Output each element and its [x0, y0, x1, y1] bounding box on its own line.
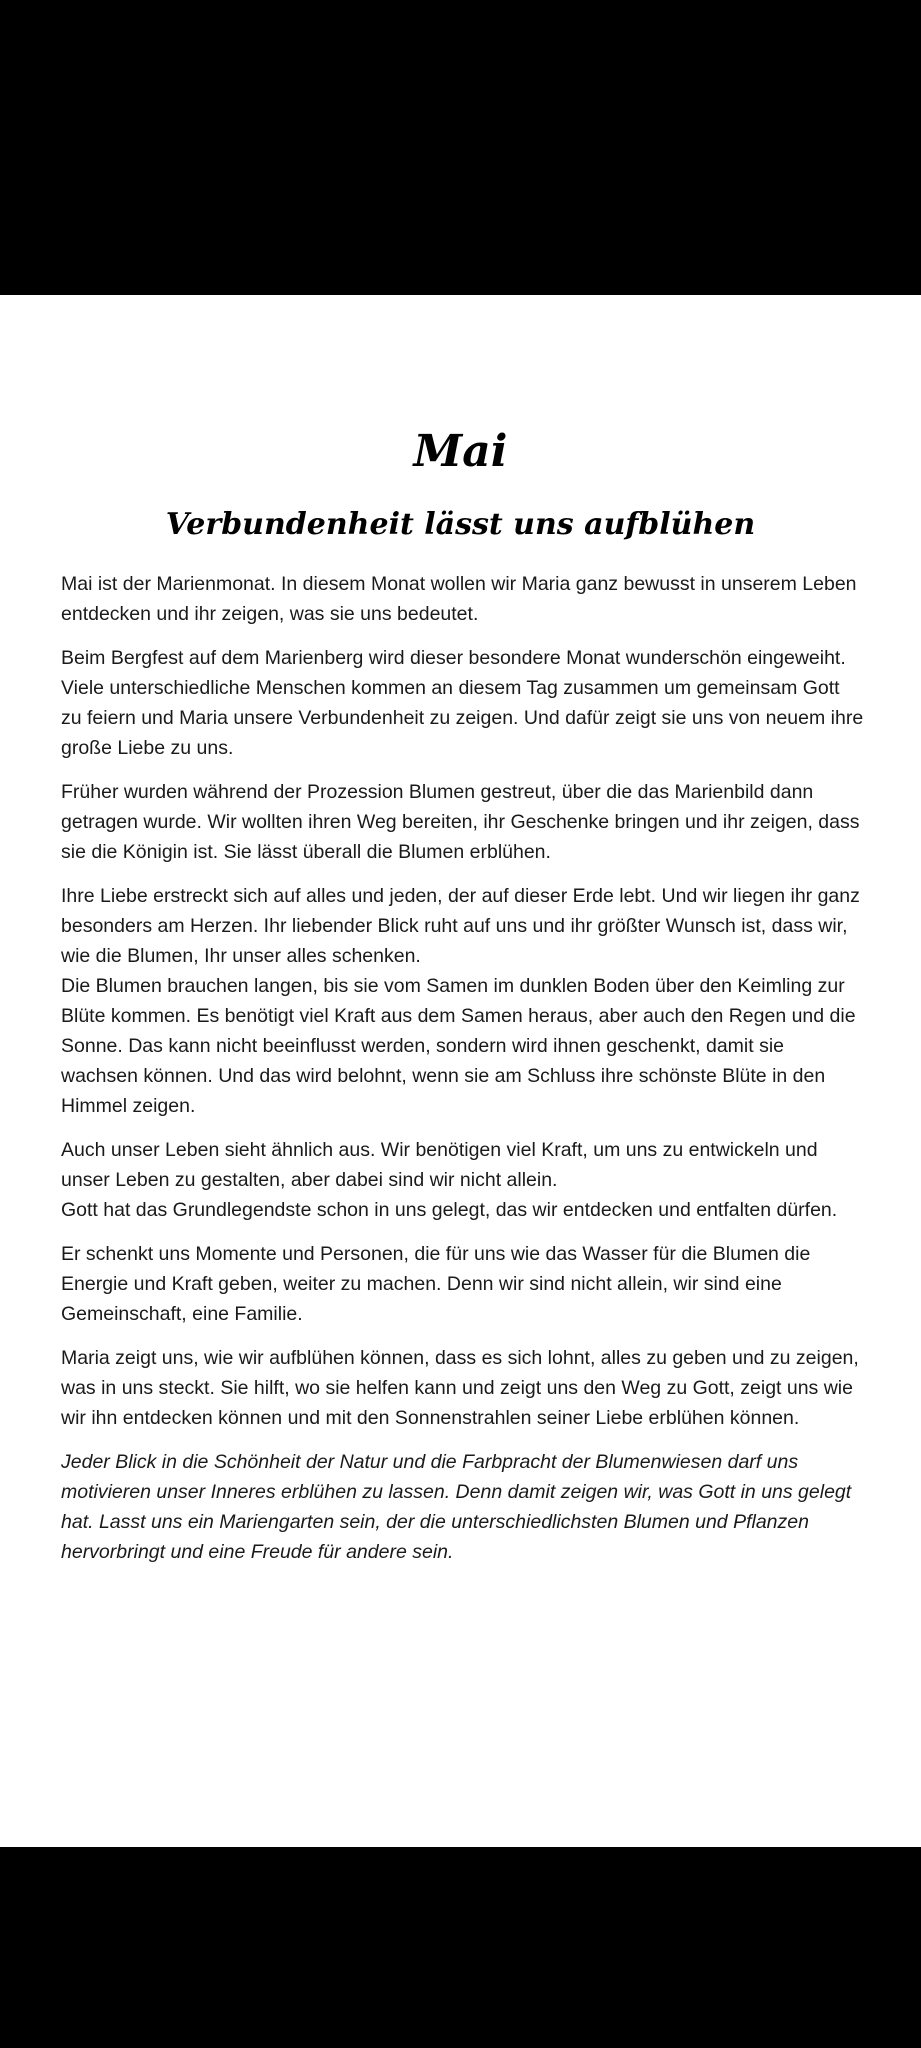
text-line: Gott hat das Grundlegendste schon in uns gelegt, das wir entdecken und entfalten dürfen.: [61, 1199, 838, 1221]
text-line: hervorbringt und eine Freude für andere sein.: [61, 1541, 454, 1563]
page-subtitle: Verbundenheit lässt uns aufblühen: [165, 507, 756, 542]
text-line: wie die Blumen, Ihr unser alles schenken.: [61, 945, 421, 967]
paragraph: [61, 1239, 891, 1329]
page-title: Mai: [413, 426, 508, 477]
text-line: Mai ist der Marienmonat. In diesem Monat wollen wir Maria ganz bewusst in unserem Leben: [61, 573, 857, 595]
text-line: große Liebe zu uns.: [61, 737, 234, 759]
text-line: motivieren unser Inneres erblühen zu lassen. Denn damit zeigen wir, was Gott in uns gelegt: [61, 1481, 852, 1503]
paragraph: [61, 1135, 891, 1225]
text-line: Blüte kommen. Es benötigt viel Kraft aus dem Samen heraus, aber auch den Regen und die: [61, 1005, 856, 1027]
text-line: Gemeinschaft, eine Familie.: [61, 1303, 303, 1325]
text-line: wachsen können. Und das wird belohnt, wenn sie am Schluss ihre schönste Blüte in den: [61, 1065, 826, 1087]
text-line: Energie und Kraft geben, weiter zu machen. Denn wir sind nicht allein, wir sind eine: [61, 1273, 782, 1295]
text-line: Himmel zeigen.: [61, 1095, 196, 1117]
text-line: sie die Königin ist. Sie lässt überall die Blumen erblühen.: [61, 841, 551, 863]
paragraph: [61, 881, 891, 1121]
text-line: Beim Bergfest auf dem Marienberg wird dieser besondere Monat wunderschön eingeweiht.: [61, 647, 846, 669]
text-line: Auch unser Leben sieht ähnlich aus. Wir benötigen viel Kraft, um uns zu entwickeln und: [61, 1139, 818, 1161]
text-line: wir ihn entdecken können und mit den Sonnenstrahlen seiner Liebe erblühen können.: [61, 1407, 800, 1429]
text-line: hat. Lasst uns ein Mariengarten sein, der die unterschiedlichsten Blumen und Pflanzen: [61, 1511, 809, 1533]
document-body: [61, 569, 891, 1581]
text-line: Ihre Liebe erstreckt sich auf alles und jeden, der auf dieser Erde lebt. Und wir liegen ihr ganz: [61, 885, 860, 907]
text-line: Die Blumen brauchen langen, bis sie vom Samen im dunklen Boden über den Keimling zur: [61, 975, 845, 997]
paragraph: [61, 643, 891, 763]
text-line: entdecken und ihr zeigen, was sie uns bedeutet.: [61, 603, 479, 625]
text-line: getragen wurde. Wir wollten ihren Weg bereiten, ihr Geschenke bringen und ihr zeigen, dass: [61, 811, 860, 833]
text-line: Sonne. Das kann nicht beeinflusst werden, sondern wird ihnen geschenkt, damit sie: [61, 1035, 785, 1057]
paragraph: [61, 777, 891, 867]
text-line: Er schenkt uns Momente und Personen, die für uns wie das Wasser für die Blumen die: [61, 1243, 811, 1265]
text-line: Maria zeigt uns, wie wir aufblühen können, dass es sich lohnt, alles zu geben und zu zeigen,: [61, 1347, 859, 1369]
paragraph: [61, 569, 891, 629]
text-line: besonders am Herzen. Ihr liebender Blick ruht auf uns und ihr größter Wunsch ist, dass wir,: [61, 915, 848, 937]
document-page[interactable]: [0, 295, 921, 1847]
text-line: unser Leben zu gestalten, aber dabei sind wir nicht allein.: [61, 1169, 558, 1191]
paragraph: [61, 1343, 891, 1433]
paragraph-italic: [61, 1447, 891, 1567]
text-line: Jeder Blick in die Schönheit der Natur und die Farbpracht der Blumenwiesen darf uns: [61, 1451, 799, 1473]
text-line: was in uns steckt. Sie hilft, wo sie helfen kann und zeigt uns den Weg zu Gott, zeigt uns wie: [61, 1377, 853, 1399]
top-black-bar: [0, 0, 921, 295]
text-line: Früher wurden während der Prozession Blumen gestreut, über die das Marienbild dann: [61, 781, 814, 803]
bottom-black-bar: [0, 1847, 921, 2048]
text-line: Viele unterschiedliche Menschen kommen an diesem Tag zusammen um gemeinsam Gott: [61, 677, 840, 699]
text-line: zu feiern und Maria unsere Verbundenheit zu zeigen. Und dafür zeigt sie uns von neuem ihre: [61, 707, 864, 729]
